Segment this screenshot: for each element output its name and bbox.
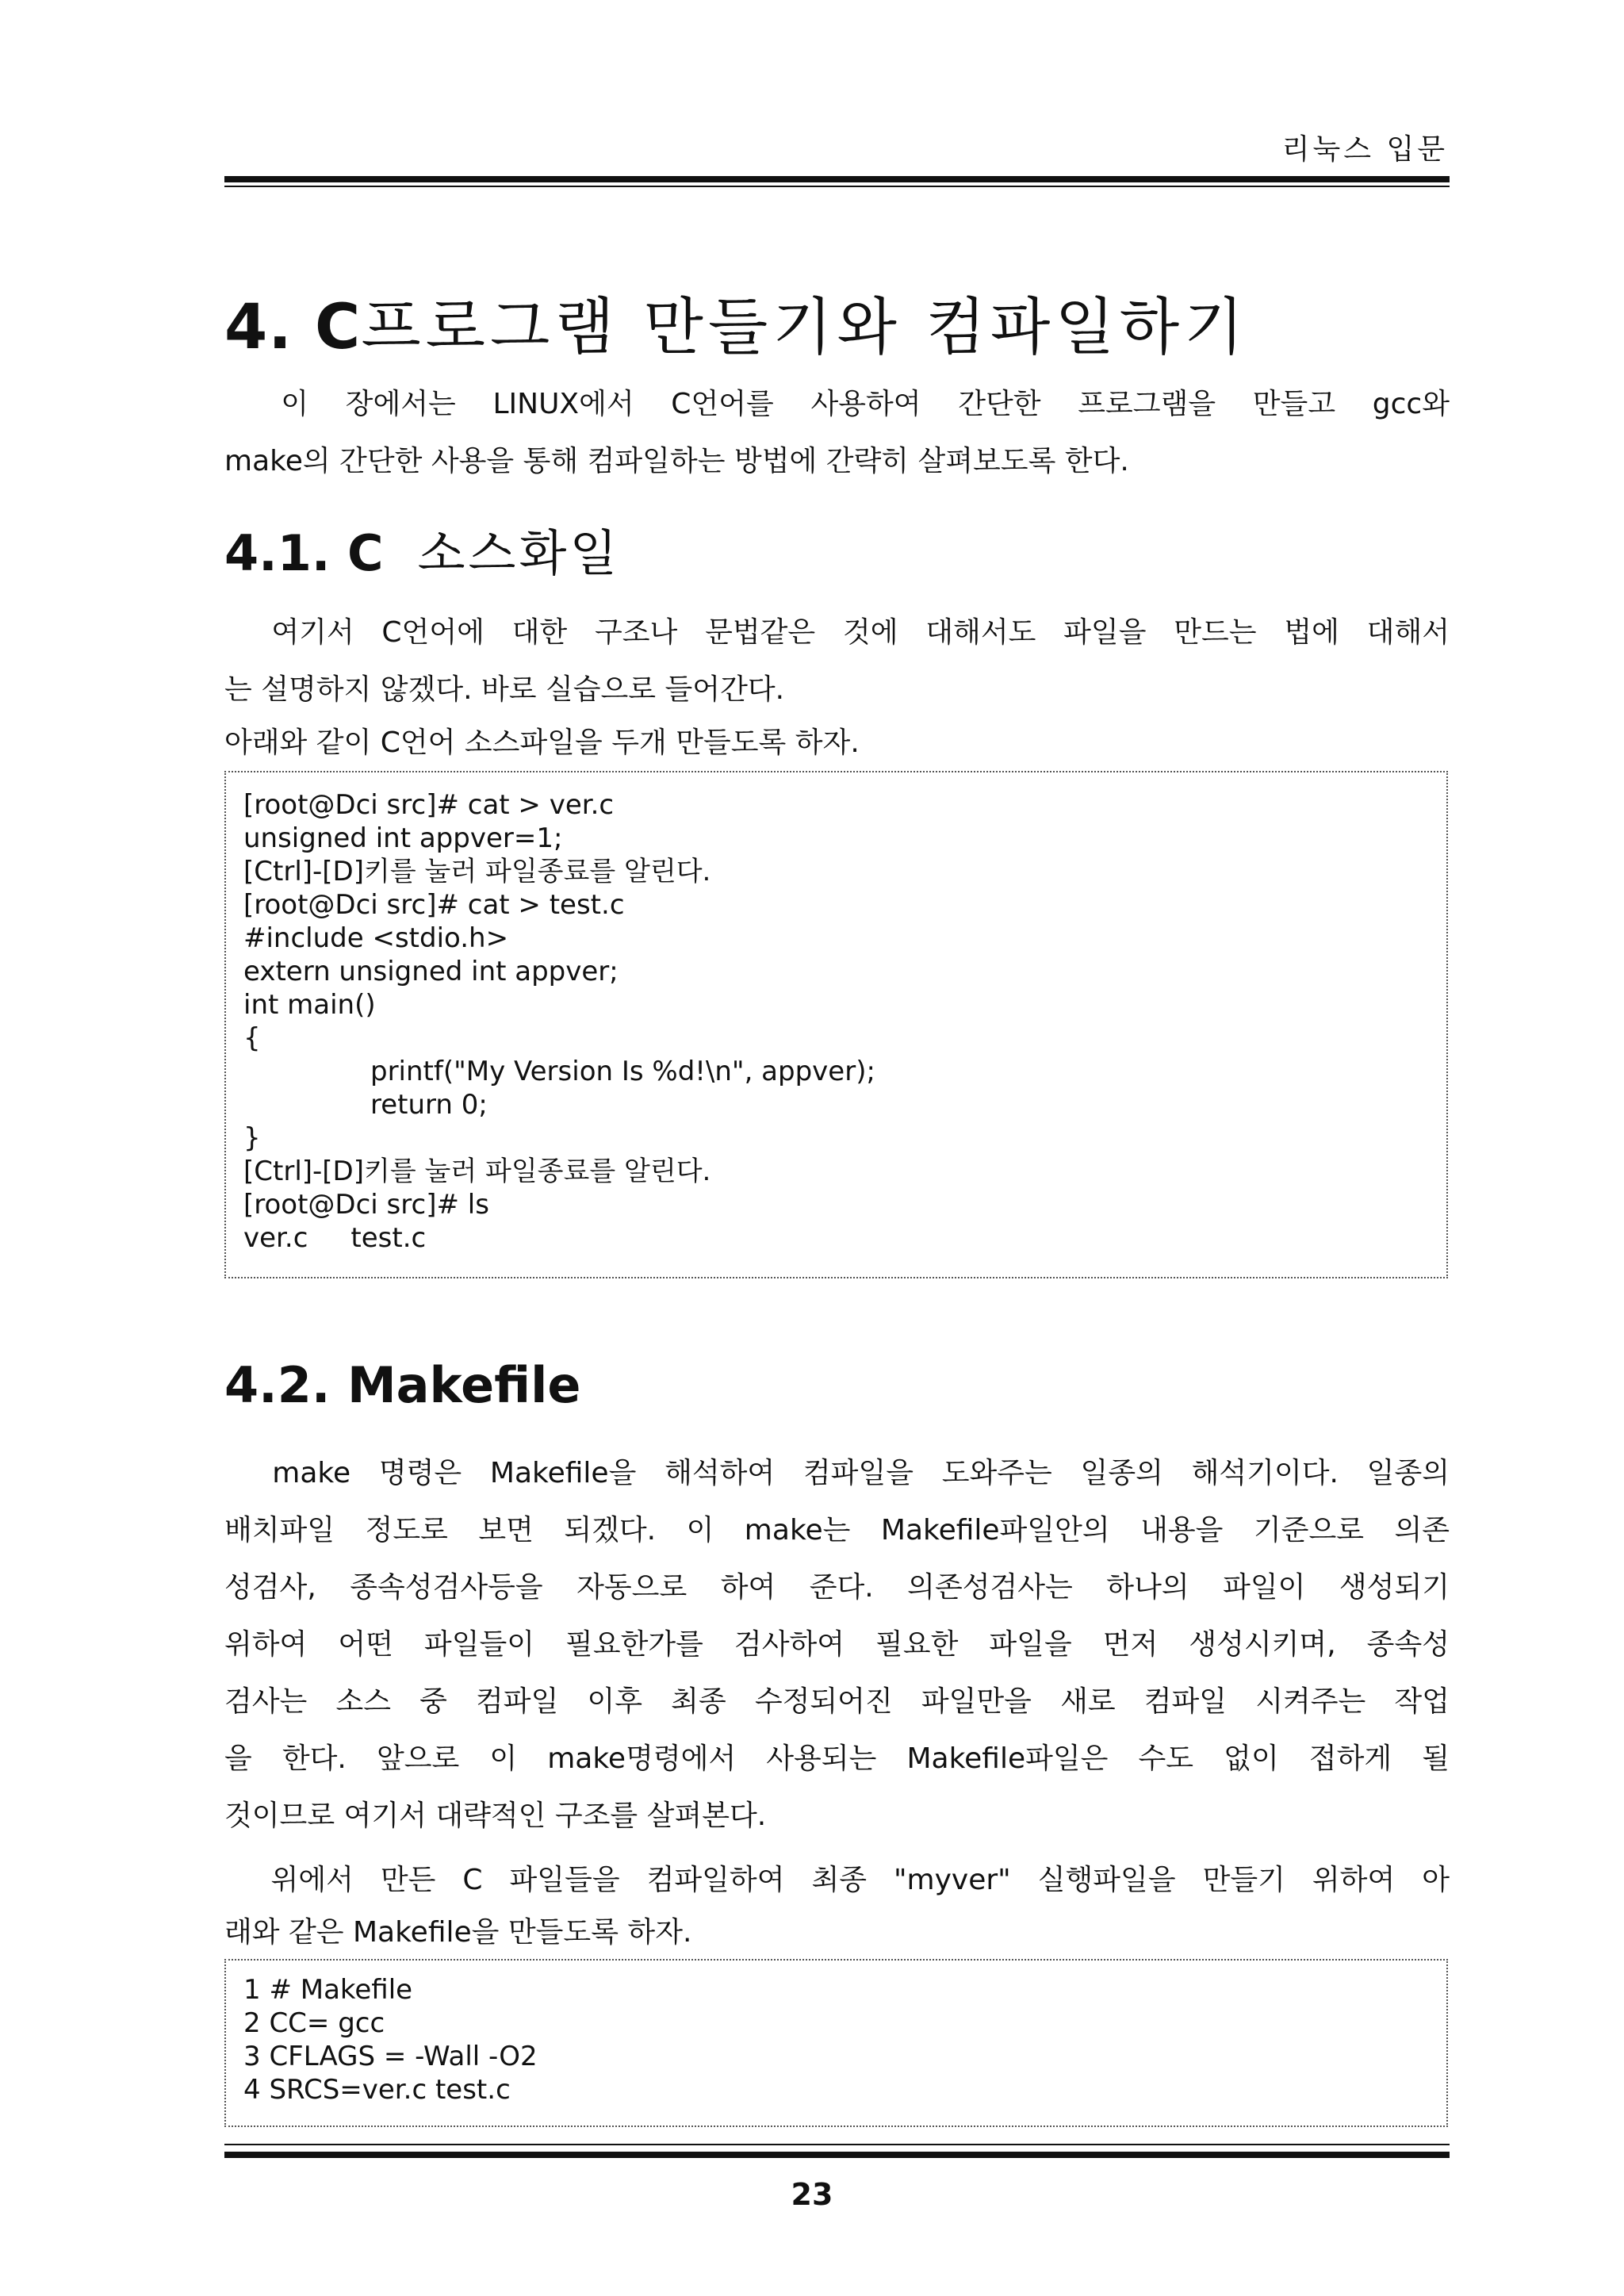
intro-line: 이 장에서는 LINUX에서 C언어를 사용하여 간단한 프로그램을 만들고 gcc와 [224,388,1450,420]
section-4-1-paragraph-2 [224,719,1450,767]
paragraph-line: 는 설명하지 않겠다. 바로 실습으로 들어간다. [224,673,785,706]
code-line: [Ctrl]-[D]키를 눌러 파일종료를 알린다. [243,1156,711,1187]
paragraph-line: 위에서 만든 C 파일들을 컴파일하여 최종 "myver" 실행파일을 만들기 위하여 아 [224,1864,1450,1896]
code-line: printf("My Version Is %d!\n", appver); [370,1056,875,1087]
code-line: 1 # Makefile [243,1974,413,2006]
code-lines [226,1973,538,2106]
code-box-c-source [224,771,1448,1278]
code-line: unsigned int appver=1; [243,822,563,854]
section-4-1-heading-num: 4.1. C [224,524,384,582]
paragraph-line: 여기서 C언어에 대한 구조나 문법같은 것에 대해서도 파일을 만드는 법에 대해서 [224,616,1450,649]
paragraph-line: 래와 같은 Makefile을 만들도록 하자. [224,1916,692,1949]
paragraph-line: 을 한다. 앞으로 이 make명령에서 사용되는 Makefile파일은 수도 없이 접하게 될 [224,1742,1450,1775]
section-4-1-heading [224,514,620,585]
paragraph-line: 검사는 소스 중 컴파일 이후 최종 수정되어진 파일만을 새로 컴파일 시켜주는 작업 [224,1685,1450,1718]
header-rule-thin [224,186,1450,187]
code-line: extern unsigned int appver; [243,956,619,987]
code-line: { [243,1022,261,1054]
running-header: 리눅스 입문 [1281,133,1448,166]
section-4-1-paragraph [224,604,1450,719]
chapter-title-rest: 프로그램 만들기와 컴파일하기 [361,292,1249,363]
section-4-2-paragraph [224,1445,1450,1845]
code-line: ver.c test.c [243,1222,427,1254]
footer-rule-thick [224,2152,1450,2158]
code-line: #include <stdio.h> [243,922,509,954]
footer-rule-thin [224,2144,1450,2145]
code-line: [root@Dci src]# ls [243,1189,489,1221]
code-line: [root@Dci src]# cat > ver.c [243,789,615,821]
code-line: [Ctrl]-[D]키를 눌러 파일종료를 알린다. [243,856,711,887]
code-line: 2 CC= gcc [243,2007,385,2039]
section-4-2-heading: 4.2. Makefile [224,1356,581,1414]
chapter-title-prefix: 4. C [224,292,362,363]
paragraph-line: 위하여 어떤 파일들이 필요한가를 검사하여 필요한 파일을 먼저 생성시키며, 종속성 [224,1628,1450,1661]
header-rule-thick [224,176,1450,182]
code-line: [root@Dci src]# cat > test.c [243,889,625,921]
code-line: int main() [243,989,376,1021]
chapter-title [224,278,1248,366]
code-line: 4 SRCS=ver.c test.c [243,2074,511,2106]
code-lines [226,788,875,1255]
code-line: } [243,1122,261,1154]
section-4-1-heading-rest: 소스화일 [417,524,621,582]
paragraph-line: make 명령은 Makefile을 해석하여 컴파일을 도와주는 일종의 해석기이다. 일종의 [224,1457,1450,1489]
paragraph-line: 것이므로 여기서 대략적인 구조를 살펴본다. [224,1800,767,1832]
page-number: 23 [791,2177,833,2212]
paragraph-line: 배치파일 정도로 보면 되겠다. 이 make는 Makefile파일안의 내용을 기준으로 의존 [224,1514,1450,1547]
code-box-makefile [224,1959,1448,2127]
paragraph-line: 아래와 같이 C언어 소스파일을 두개 만들도록 하자. [224,726,860,759]
code-line: 3 CFLAGS = -Wall -O2 [243,2041,538,2072]
paragraph-line: 성검사, 종속성검사등을 자동으로 하여 준다. 의존성검사는 하나의 파일이 생성되기 [224,1571,1450,1604]
code-line: return 0; [370,1089,488,1121]
intro-line: make의 간단한 사용을 통해 컴파일하는 방법에 간략히 살펴보도록 한다. [224,445,1129,477]
section-4-2-paragraph-2 [224,1852,1450,1957]
intro-paragraph [224,376,1450,490]
